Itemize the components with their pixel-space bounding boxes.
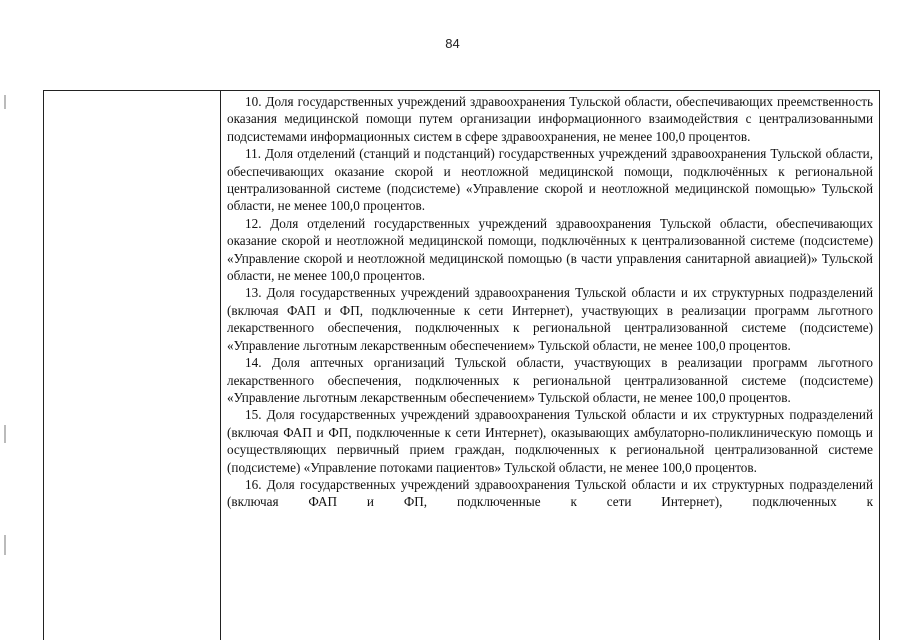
scan-edge-mark [4, 95, 6, 109]
scan-edge-mark [4, 535, 6, 555]
indicator-paragraph-15: 15. Доля государственных учреждений здравоохранения Тульской области и их структурных подразделений (включая ФАП и ФП, подключенные к сети Интернет), оказывающих амбулаторно-поликлиническую помощь и осуществляющих первичный прием граждан, подключенных к региональной централизованной системе (подсистеме) «Управление потоками пациентов» Тульской области, не менее 100,0 процентов. [227, 407, 873, 475]
scan-edge-mark [4, 425, 6, 443]
page-number: 84 [445, 36, 460, 51]
indicator-paragraph-10: 10. Доля государственных учреждений здравоохранения Тульской области, обеспечивающих преемственность оказания медицинской помощи путем организации информационного взаимодействия с централизованными подсистемами информационных систем в сфере здравоохранения, не менее 100,0 процентов. [227, 94, 873, 144]
document-table [43, 90, 880, 640]
indicator-paragraph-16: 16. Доля государственных учреждений здравоохранения Тульской области и их структурных подразделений (включая ФАП и ФП, подключенные к сети Интернет), подключенных к [227, 476, 873, 510]
indicator-paragraph-11: 11. Доля отделений (станций и подстанций) государственных учреждений здравоохранения Тульской области, обеспечивающих оказание скорой и неотложной медицинской помощи, подключённых к региональной централизованной системе (подсистеме) «Управление скорой и неотложной медицинской помощью» Тульской области, не менее 100,0 процентов. [227, 146, 873, 214]
table-right-cell [221, 91, 879, 640]
indicator-paragraph-12: 12. Доля отделений государственных учреждений здравоохранения Тульской области, обеспечивающих оказание скорой и неотложной медицинской помощи, подключённых к централизованной системе (подсистеме) «Управление скорой и неотложной медицинской помощью (в части управления санитарной авиацией)» Тульской области, не менее 100,0 процентов. [227, 215, 873, 284]
table-left-cell [44, 91, 221, 640]
indicator-paragraph-13: 13. Доля государственных учреждений здравоохранения Тульской области и их структурных подразделений (включая ФАП и ФП, подключенные к сети Интернет), участвующих в реализации программ льготного лекарственного обеспечения, подключенных к региональной централизованной системе (подсистеме) «Управление льготным лекарственным обеспечением» Тульской области, не менее 100,0 процентов. [227, 285, 873, 353]
indicator-paragraph-14: 14. Доля аптечных организаций Тульской области, участвующих в реализации программ льготного лекарственного обеспечения, подключенных к региональной централизованной системе (подсистеме) «Управление льготным лекарственным обеспечением» Тульской области, не менее 100,0 процентов. [227, 355, 873, 405]
